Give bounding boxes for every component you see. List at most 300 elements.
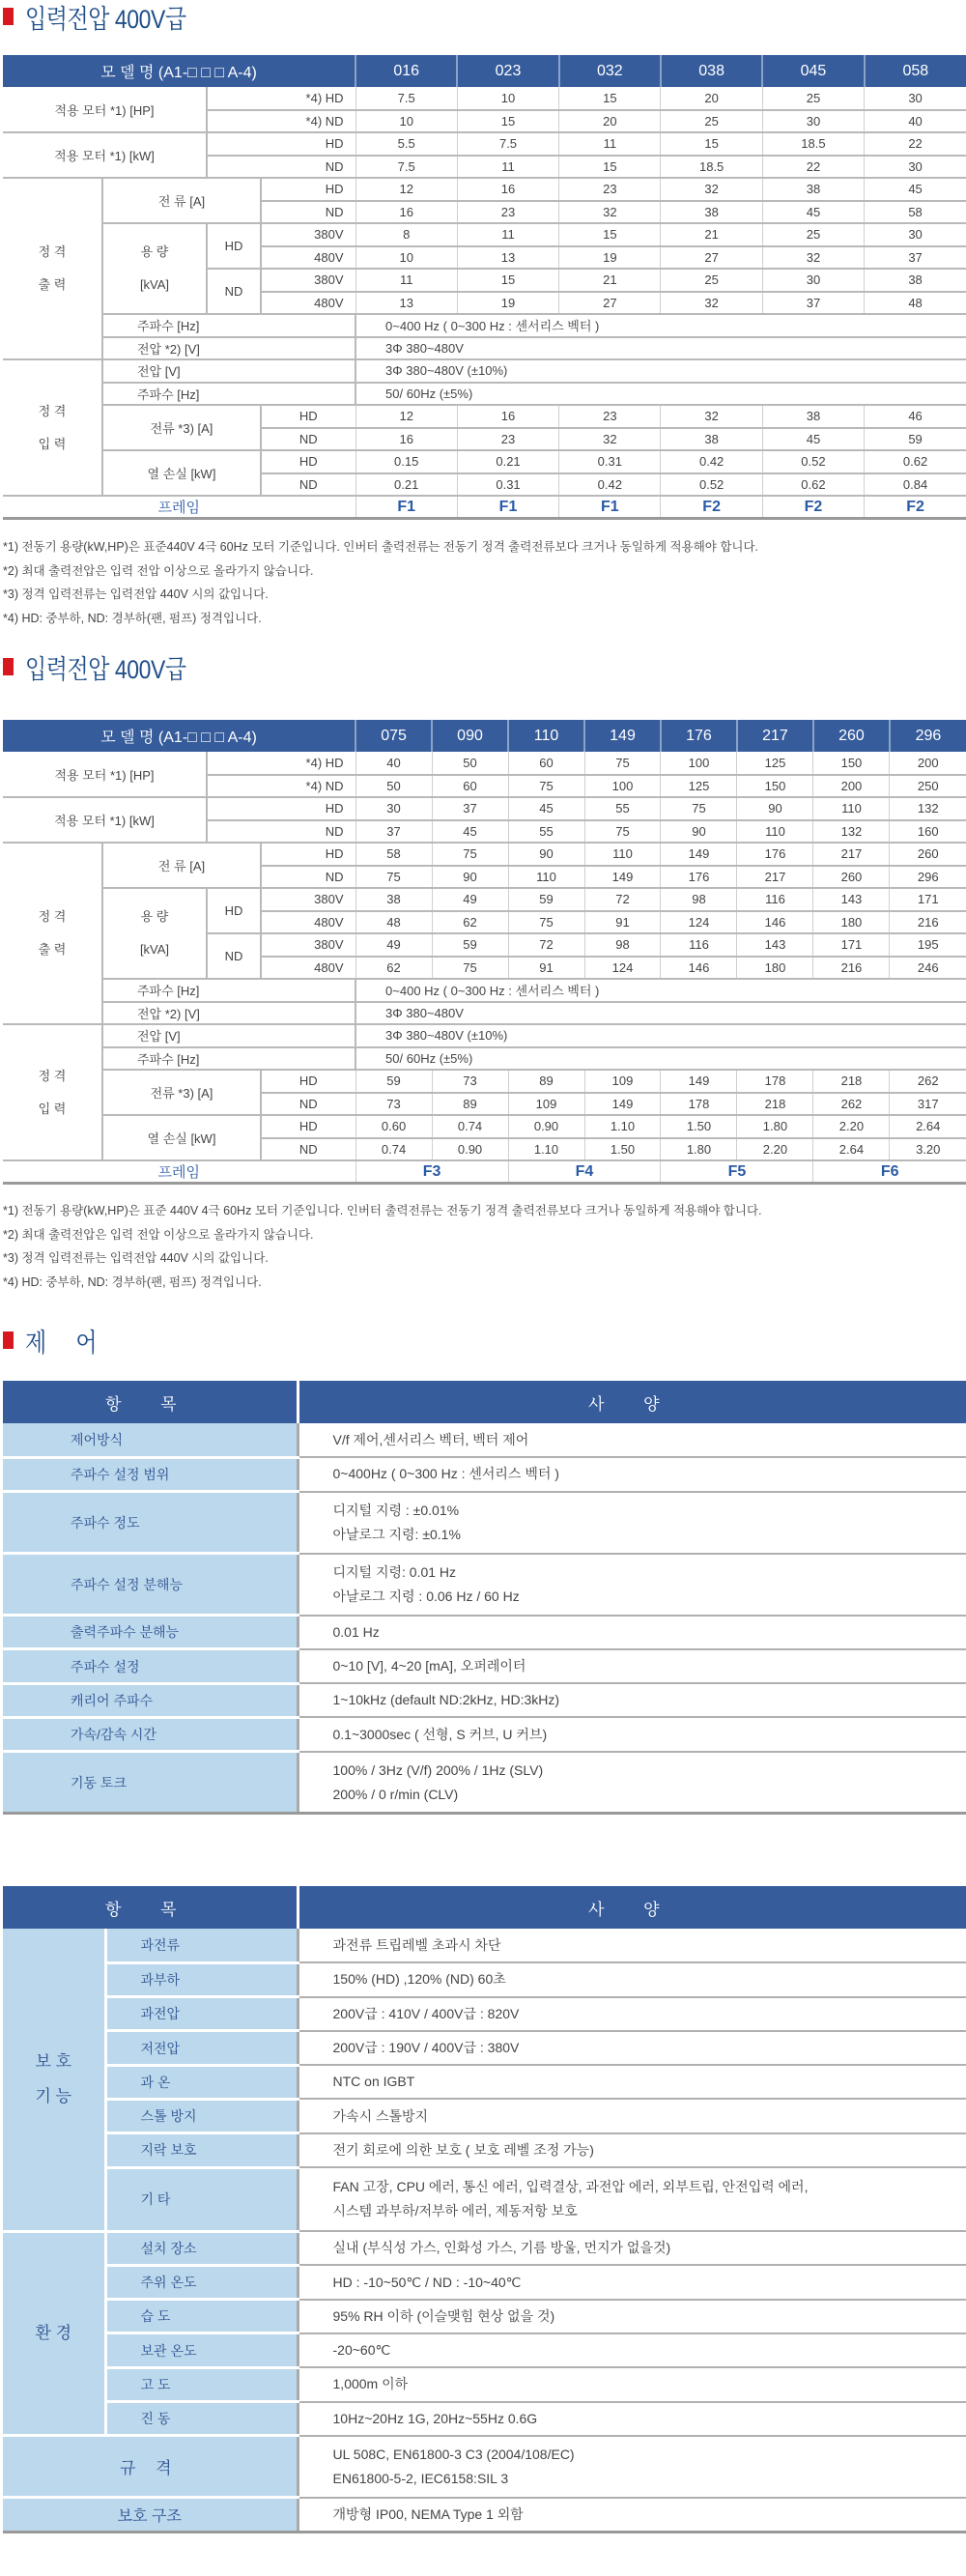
duty-label: ND [207, 269, 261, 314]
value-cell: 90 [508, 843, 584, 866]
model-column-header: 260 [813, 720, 890, 752]
value-cell: 48 [355, 911, 432, 934]
sub-label: *4) HD [207, 752, 355, 775]
sub-label: HD [261, 843, 355, 866]
row-label: 전류 *3) [A] [102, 1070, 261, 1115]
value-cell: 296 [890, 866, 966, 889]
rated-output-label [3, 178, 102, 359]
value-cell: 171 [890, 888, 966, 911]
value-cell: 250 [890, 775, 966, 798]
frame-value: F3 [355, 1160, 508, 1184]
value-cell: 110 [737, 820, 813, 844]
table-row [3, 888, 966, 911]
table-row [3, 1002, 966, 1025]
value-cell: 16 [457, 178, 558, 201]
value-cell: 13 [355, 292, 457, 315]
row-label: 전류 *3) [A] [102, 405, 261, 450]
table-row [3, 405, 966, 428]
value-cell: 23 [559, 178, 661, 201]
table-row [3, 2265, 966, 2299]
value-line: 0.01 Hz [332, 1623, 380, 1640]
value-cell: 16 [457, 405, 558, 428]
table-row [3, 2231, 966, 2265]
value-cell: 59 [865, 428, 966, 451]
footnote: *4) HD: 중부하, ND: 경부하(팬, 펌프) 정격입니다. [3, 1274, 262, 1289]
value-line: UL 508C, EN61800-3 C3 (2004/108/EC) [332, 2446, 575, 2462]
row-label: 전 류 [A] [102, 843, 261, 888]
model-column-header: 038 [661, 55, 762, 87]
table-row [3, 2167, 966, 2231]
value-cell: 38 [661, 428, 762, 451]
value-line: 200V급 : 410V / 400V급 : 820V [332, 2005, 520, 2021]
table-row [3, 752, 966, 775]
value-line: 디지털 지령 : ±0.01% [332, 1502, 460, 1518]
value-line: 200V급 : 190V / 400V급 : 380V [332, 2040, 520, 2056]
value-cell: 260 [813, 866, 890, 889]
table-row [3, 1492, 966, 1554]
table-row [3, 132, 966, 156]
value-cell: 150 [737, 775, 813, 798]
value-cell: 125 [661, 775, 737, 798]
row-label: 주파수 [Hz] [102, 1047, 355, 1071]
value-cell: 38 [762, 178, 864, 201]
value-cell: 50 [432, 752, 508, 775]
rated-output-label [3, 843, 102, 1024]
value-cell: 30 [865, 223, 966, 246]
value-cell: 16 [355, 428, 457, 451]
spec-value [298, 2498, 966, 2532]
item-label: 습 도 [105, 2300, 298, 2333]
table-row [3, 1047, 966, 1071]
table-row [3, 1717, 966, 1751]
value-cell: 15 [559, 223, 661, 246]
value-cell: 110 [584, 843, 661, 866]
frame-row [3, 496, 966, 519]
model-column-header: 149 [584, 720, 661, 752]
row-label: 열 손실 [kW] [102, 1115, 261, 1160]
value-cell: 1.10 [508, 1138, 584, 1161]
voltage-label: 380V [261, 223, 355, 246]
value-line: -20~60℃ [332, 2342, 391, 2359]
value-cell: 55 [508, 820, 584, 844]
sub-label: *4) HD [207, 87, 355, 110]
red-square-icon [3, 1331, 14, 1349]
footnotes-1 [3, 535, 758, 630]
value-cell: 21 [559, 269, 661, 292]
value-cell: 0.74 [432, 1115, 508, 1138]
value-cell: 0.84 [865, 473, 966, 497]
group-label [3, 2231, 105, 2436]
value-cell: 40 [355, 752, 432, 775]
red-square-icon [3, 658, 14, 675]
value-cell: 38 [865, 269, 966, 292]
column-header: 사 양 [298, 1886, 966, 1929]
value-cell: 11 [457, 156, 558, 179]
table-row [3, 383, 966, 406]
table-row [3, 2498, 966, 2532]
value-cell: 62 [355, 957, 432, 980]
value-cell: 1.50 [584, 1138, 661, 1161]
value-cell: 217 [813, 843, 890, 866]
value-cell: 25 [661, 269, 762, 292]
value-line: 아날로그 지령 : 0.06 Hz / 60 Hz [332, 1588, 520, 1604]
value-cell: 75 [508, 911, 584, 934]
row-label: 주파수 [Hz] [102, 383, 355, 406]
value-cell: 2.64 [890, 1115, 966, 1138]
value-cell: 149 [584, 1093, 661, 1116]
value-cell: 15 [457, 110, 558, 133]
value-cell: 98 [584, 933, 661, 957]
model-column-header: 023 [457, 55, 558, 87]
value-cell: 132 [813, 820, 890, 844]
model-name-header: 모 델 명 (A1-□ □ □ A-4) [3, 55, 355, 87]
value-cell: 75 [584, 820, 661, 844]
value-cell: 18.5 [661, 156, 762, 179]
model-column-header: 032 [559, 55, 661, 87]
spec-value [298, 2065, 966, 2099]
table-row [3, 2099, 966, 2132]
table-row [3, 1423, 966, 1457]
value-cell: 23 [457, 428, 558, 451]
spec-value [298, 2167, 966, 2231]
frame-row [3, 1160, 966, 1184]
footnote: *1) 전동기 용량(kW,HP)은 표준440V 4극 60Hz 모터 기준입니다. 인버터 출력전류는 전동기 정격 출력전류보다 크거나 동일하게 적용해야 합니다. [3, 540, 759, 554]
spec-value [298, 2436, 966, 2498]
value-cell: 218 [737, 1093, 813, 1116]
row-label: 열 손실 [kW] [102, 450, 261, 496]
value-cell: 149 [584, 866, 661, 889]
value-cell: 262 [813, 1093, 890, 1116]
sub-label: HD [261, 178, 355, 201]
spec-value [298, 1683, 966, 1717]
footnotes-2 [3, 1199, 762, 1294]
table-row [3, 2133, 966, 2167]
table-row [3, 1649, 966, 1683]
value-cell: 0.21 [457, 450, 558, 473]
value-line: 전기 회로에 의한 보호 ( 보호 레벨 조정 가능) [332, 2141, 594, 2158]
value-cell: 0.42 [559, 473, 661, 497]
table-row [3, 797, 966, 820]
value-cell: 16 [355, 201, 457, 224]
value-span: 3Φ 380~480V (±10%) [355, 359, 966, 383]
item-label: 설치 장소 [105, 2231, 298, 2265]
value-cell: 176 [737, 843, 813, 866]
value-cell: 27 [559, 292, 661, 315]
section-title-400v-2 [0, 650, 214, 683]
item-label: 기동 토크 [3, 1752, 298, 1814]
item-label: 규 격 [3, 2436, 298, 2498]
value-cell: 7.5 [355, 87, 457, 110]
footnote: *3) 정격 입력전류는 입력전압 440V 시의 값입니다. [3, 587, 269, 601]
value-cell: 45 [865, 178, 966, 201]
value-cell: 109 [508, 1093, 584, 1116]
spec-value [298, 1423, 966, 1457]
sub-label: *4) ND [207, 775, 355, 798]
value-cell: 1.80 [737, 1115, 813, 1138]
value-cell: 124 [661, 911, 737, 934]
value-cell: 200 [890, 752, 966, 775]
value-cell: 218 [813, 1070, 890, 1093]
value-cell: 260 [890, 843, 966, 866]
value-cell: 0.62 [865, 450, 966, 473]
value-line: 시스템 과부하/저부하 에러, 제동저항 보호 [332, 2203, 578, 2219]
label-line: 정 격 [38, 244, 67, 259]
value-cell: 100 [584, 775, 661, 798]
table-row [3, 2333, 966, 2367]
value-cell: 25 [762, 87, 864, 110]
duty-label: HD [207, 888, 261, 933]
value-cell: 37 [865, 246, 966, 270]
voltage-label: 380V [261, 888, 355, 911]
label-line: 기 능 [35, 2086, 72, 2105]
value-line: 0~400Hz ( 0~300 Hz : 센서리스 벡터 ) [332, 1466, 559, 1482]
value-span: 0~400 Hz ( 0~300 Hz : 센서리스 벡터 ) [355, 979, 966, 1002]
table-row [3, 1070, 966, 1093]
value-cell: 75 [355, 866, 432, 889]
value-line: 가속시 스톨방지 [332, 2107, 429, 2124]
value-cell: 75 [432, 843, 508, 866]
value-line: FAN 고장, CPU 에러, 통신 에러, 입력결상, 과전압 에러, 외부트립, 안전입력 에러, [332, 2179, 809, 2195]
value-cell: 32 [661, 405, 762, 428]
value-cell: 1.10 [584, 1115, 661, 1138]
sub-label: ND [207, 156, 355, 179]
value-span: 50/ 60Hz (±5%) [355, 1047, 966, 1071]
row-label: 전압 [V] [102, 359, 355, 383]
value-cell: 37 [432, 797, 508, 820]
value-line: 개방형 IP00, NEMA Type 1 외함 [332, 2505, 524, 2522]
value-cell: 11 [559, 132, 661, 156]
value-cell: 23 [559, 405, 661, 428]
footnote: *2) 최대 출력전압은 입력 전압 이상으로 올라가지 않습니다. [3, 1227, 314, 1242]
value-cell: 116 [661, 933, 737, 957]
value-cell: 49 [355, 933, 432, 957]
table-row [3, 1752, 966, 1814]
sub-label: HD [261, 1115, 355, 1138]
sub-label: ND [261, 428, 355, 451]
value-cell: 116 [737, 888, 813, 911]
value-line: 디지털 지령: 0.01 Hz [332, 1563, 457, 1580]
label-line: [kVA] [139, 942, 170, 957]
value-line: EN61800-5-2, IEC6158:SIL 3 [332, 2470, 509, 2486]
value-cell: 132 [890, 797, 966, 820]
label-line: 정 격 [38, 1068, 67, 1083]
capacity-label [102, 888, 207, 979]
header-row [3, 720, 966, 752]
spec-value [298, 2367, 966, 2401]
table-row [3, 1616, 966, 1649]
value-cell: 15 [559, 87, 661, 110]
value-cell: 110 [813, 797, 890, 820]
value-cell: 1.80 [661, 1138, 737, 1161]
table-row [3, 178, 966, 201]
value-cell: 45 [508, 797, 584, 820]
spec-value [298, 2099, 966, 2132]
sub-label: *4) ND [207, 110, 355, 133]
column-header: 항 목 [3, 1886, 298, 1929]
value-cell: 15 [559, 156, 661, 179]
value-cell: 178 [737, 1070, 813, 1093]
value-cell: 38 [762, 405, 864, 428]
capacity-label [102, 223, 207, 314]
voltage-label: 480V [261, 246, 355, 270]
value-cell: 10 [355, 246, 457, 270]
row-label: 전 류 [A] [102, 178, 261, 223]
value-cell: 32 [661, 292, 762, 315]
value-cell: 75 [432, 957, 508, 980]
value-cell: 178 [661, 1093, 737, 1116]
footnote: *4) HD: 중부하, ND: 경부하(팬, 펌프) 정격입니다. [3, 611, 262, 625]
value-cell: 100 [661, 752, 737, 775]
value-cell: 59 [432, 933, 508, 957]
spec-value [298, 2333, 966, 2367]
value-cell: 0.60 [355, 1115, 432, 1138]
table-row [3, 1683, 966, 1717]
model-column-header: 176 [661, 720, 737, 752]
row-label: 주파수 [Hz] [102, 314, 355, 337]
section-title-text: 입력전압 400V급 [25, 654, 186, 684]
value-cell: 72 [508, 933, 584, 957]
value-cell: 18.5 [762, 132, 864, 156]
label-line: 용 량 [140, 909, 169, 924]
label-line: 용 량 [140, 244, 169, 259]
table-row [3, 1929, 966, 1962]
protection-table [3, 1886, 966, 2533]
value-cell: 90 [661, 820, 737, 844]
value-cell: 0.31 [559, 450, 661, 473]
duty-label: HD [207, 223, 261, 269]
model-column-header: 110 [508, 720, 584, 752]
table-row [3, 1024, 966, 1047]
value-line: HD : -10~50℃ / ND : -10~40℃ [332, 2274, 522, 2290]
value-cell: 27 [661, 246, 762, 270]
model-column-header: 090 [432, 720, 508, 752]
value-span: 3Φ 380~480V [355, 337, 966, 360]
spec-value [298, 2300, 966, 2333]
frame-value: F1 [355, 496, 457, 519]
table-row [3, 87, 966, 110]
value-cell: 32 [661, 178, 762, 201]
value-cell: 48 [865, 292, 966, 315]
value-cell: 72 [584, 888, 661, 911]
value-line: 실내 (부식성 가스, 인화성 가스, 기름 방울, 먼지가 없을것) [332, 2240, 671, 2256]
item-label: 제어방식 [3, 1423, 298, 1457]
value-cell: 216 [813, 957, 890, 980]
value-cell: 73 [432, 1070, 508, 1093]
value-cell: 10 [355, 110, 457, 133]
sub-label: HD [261, 450, 355, 473]
sub-label: HD [261, 1070, 355, 1093]
table-row [3, 2402, 966, 2436]
value-cell: 32 [559, 201, 661, 224]
value-cell: 30 [865, 156, 966, 179]
sub-label: ND [261, 866, 355, 889]
value-cell: 110 [508, 866, 584, 889]
table-row [3, 223, 966, 246]
value-cell: 25 [762, 223, 864, 246]
table-row [3, 1962, 966, 1996]
value-cell: 30 [762, 269, 864, 292]
value-cell: 45 [432, 820, 508, 844]
value-cell: 124 [584, 957, 661, 980]
section-title-control [0, 1324, 124, 1357]
value-cell: 146 [661, 957, 737, 980]
frame-value: F1 [457, 496, 558, 519]
value-line: 1~10kHz (default ND:2kHz, HD:3kHz) [332, 1692, 560, 1708]
frame-value: F2 [762, 496, 864, 519]
spec-value [298, 2402, 966, 2436]
row-label: 전압 [V] [102, 1024, 355, 1047]
value-cell: 0.90 [432, 1138, 508, 1161]
model-column-header: 075 [355, 720, 432, 752]
sub-label: HD [207, 132, 355, 156]
voltage-label: 480V [261, 957, 355, 980]
value-cell: 15 [457, 269, 558, 292]
spec-value [298, 1649, 966, 1683]
item-label: 주파수 설정 [3, 1649, 298, 1683]
value-line: 0~10 [V], 4~20 [mA], 오퍼레이터 [332, 1658, 526, 1674]
value-cell: 89 [508, 1070, 584, 1093]
table-row [3, 979, 966, 1002]
value-span: 3Φ 380~480V (±10%) [355, 1024, 966, 1047]
value-cell: 38 [355, 888, 432, 911]
value-cell: 10 [457, 87, 558, 110]
spec-table-400v-1 [3, 55, 966, 520]
value-span: 0~400 Hz ( 0~300 Hz : 센서리스 벡터 ) [355, 314, 966, 337]
label-line: [kVA] [139, 277, 170, 292]
value-cell: 22 [865, 132, 966, 156]
item-label: 지락 보호 [105, 2133, 298, 2167]
frame-value: F2 [661, 496, 762, 519]
value-cell: 12 [355, 178, 457, 201]
spec-value [298, 1997, 966, 2031]
value-cell: 37 [355, 820, 432, 844]
value-cell: 62 [432, 911, 508, 934]
value-cell: 176 [661, 866, 737, 889]
label-line: 환 경 [35, 2323, 72, 2342]
row-label: 적용 모터 *1) [HP] [3, 87, 207, 132]
value-span: 50/ 60Hz (±5%) [355, 383, 966, 406]
value-line: 95% RH 이하 (이슬맺힘 현상 없을 것) [332, 2307, 555, 2324]
value-cell: 7.5 [355, 156, 457, 179]
value-cell: 15 [661, 132, 762, 156]
spec-value [298, 1717, 966, 1751]
value-cell: 262 [890, 1070, 966, 1093]
value-cell: 21 [661, 223, 762, 246]
table-row [3, 1554, 966, 1616]
value-cell: 59 [508, 888, 584, 911]
value-cell: 40 [865, 110, 966, 133]
value-cell: 3.20 [890, 1138, 966, 1161]
section-title-text: 입력전압 400V급 [25, 4, 186, 34]
value-cell: 0.21 [355, 473, 457, 497]
value-cell: 246 [890, 957, 966, 980]
voltage-label: 480V [261, 911, 355, 934]
table-row [3, 1457, 966, 1491]
red-square-icon [3, 8, 14, 25]
row-label: 전압 *2) [V] [102, 337, 355, 360]
value-cell: 13 [457, 246, 558, 270]
table-row [3, 2065, 966, 2099]
value-cell: 98 [661, 888, 737, 911]
value-cell: 2.64 [813, 1138, 890, 1161]
value-cell: 46 [865, 405, 966, 428]
value-cell: 160 [890, 820, 966, 844]
item-label: 저전압 [105, 2031, 298, 2065]
value-cell: 59 [355, 1070, 432, 1093]
spec-value [298, 1457, 966, 1491]
value-line: 아날로그 지령: ±0.1% [332, 1526, 461, 1542]
header-row [3, 55, 966, 87]
